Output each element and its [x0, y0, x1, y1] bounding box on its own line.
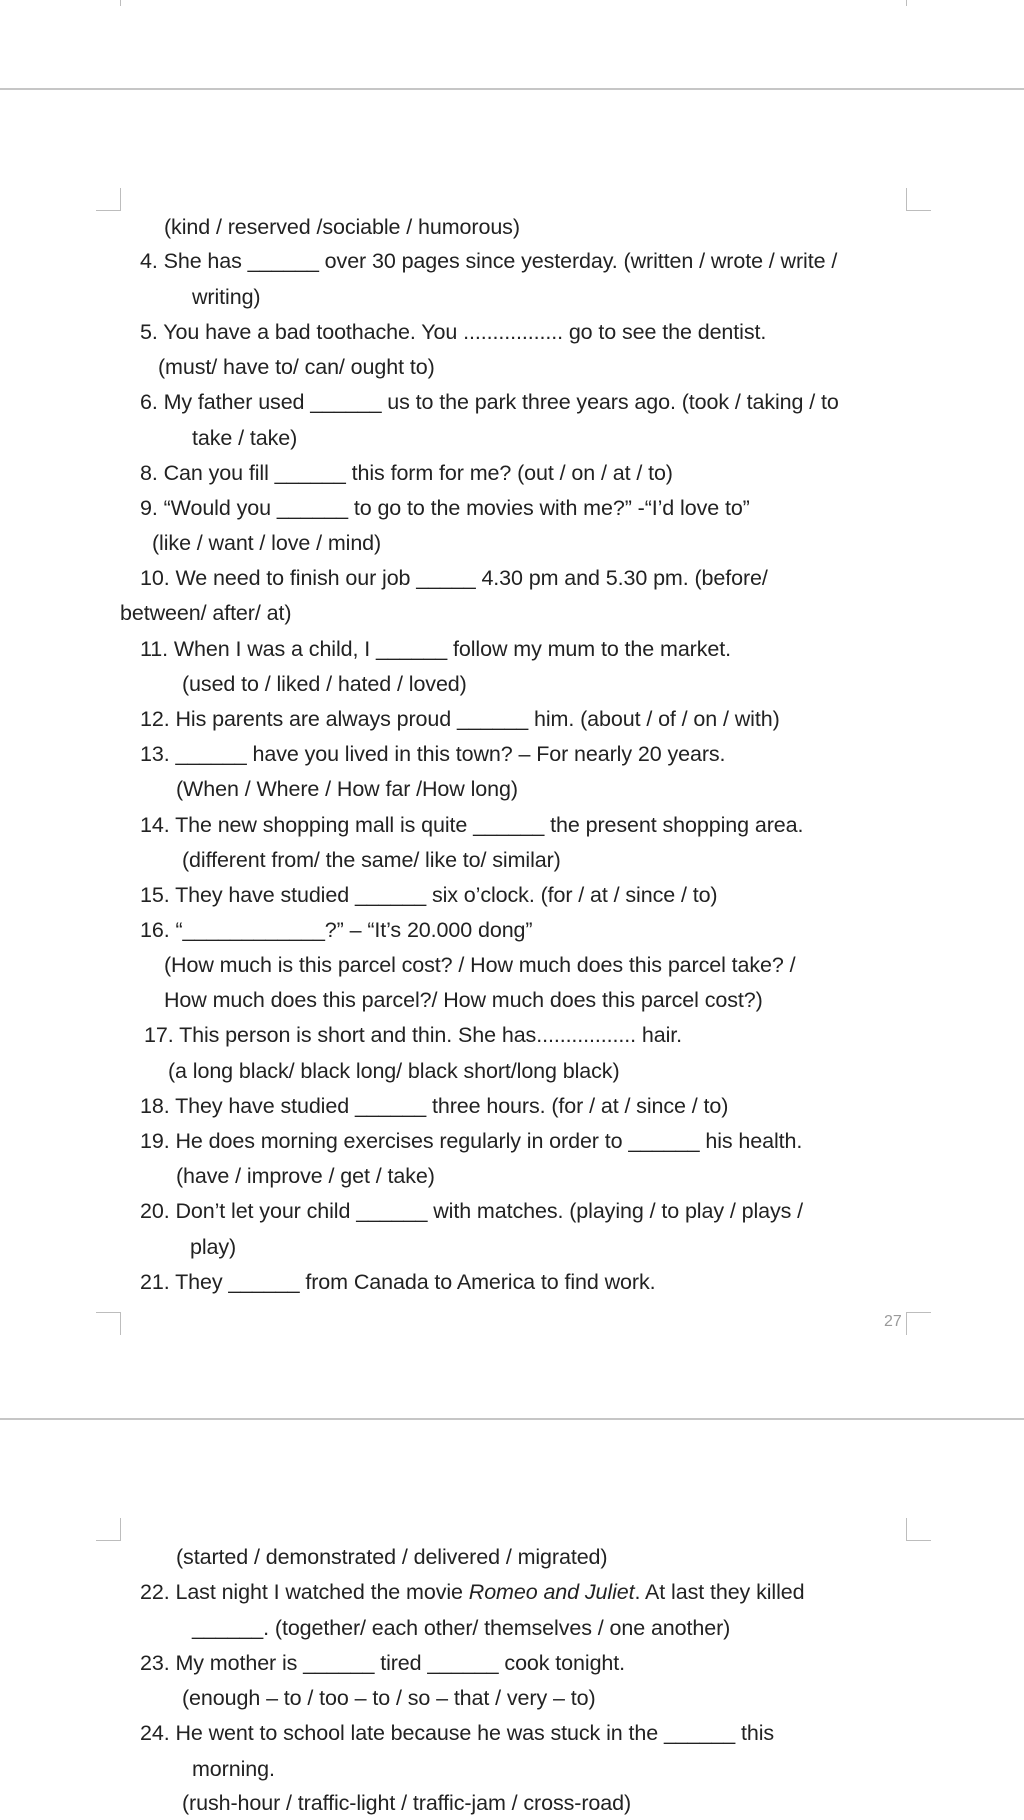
- question-line: (used to / liked / hated / loved): [182, 672, 467, 696]
- page-separator-top: [0, 88, 1024, 90]
- question-text: 22. Last night I watched the movie: [140, 1580, 469, 1604]
- question-text: . At last they killed: [634, 1580, 805, 1604]
- question-line: (must/ have to/ can/ ought to): [158, 355, 435, 379]
- question-line: (like / want / love / mind): [152, 531, 382, 555]
- question-line: 12. His parents are always proud ______ him. (about / of / on / with): [140, 707, 780, 731]
- question-line: 5. You have a bad toothache. You ................. go to see the dentist.: [140, 320, 767, 344]
- question-line: ______. (together/ each other/ themselves / one another): [192, 1616, 731, 1640]
- page-separator-middle: [0, 1418, 1024, 1420]
- question-line: morning.: [192, 1757, 275, 1781]
- question-line: 6. My father used ______ us to the park three years ago. (took / taking / to: [140, 390, 839, 414]
- page-number: 27: [884, 1313, 902, 1330]
- question-line: 15. They have studied ______ six o’clock. (for / at / since / to): [140, 883, 718, 907]
- movie-title: Romeo and Juliet: [468, 1580, 635, 1604]
- question-line: 8. Can you fill ______ this form for me? (out / on / at / to): [140, 461, 673, 485]
- question-line: 19. He does morning exercises regularly in order to ______ his health.: [140, 1129, 803, 1153]
- question-line: 21. They ______ from Canada to America to find work.: [140, 1270, 656, 1294]
- question-line: (enough – to / too – to / so – that / very – to): [182, 1686, 596, 1710]
- question-line: 11. When I was a child, I ______ follow my mum to the market.: [140, 637, 731, 661]
- question-line: play): [190, 1235, 237, 1259]
- prev-page-corner-mark: [906, 0, 907, 6]
- page-corner-bottom-right: [906, 1312, 931, 1335]
- question-line: (started / demonstrated / delivered / migrated): [176, 1545, 608, 1569]
- question-line: (different from/ the same/ like to/ similar): [182, 848, 561, 872]
- prev-page-corner-mark: [120, 0, 121, 6]
- question-line: (When / Where / How far /How long): [176, 777, 518, 801]
- question-line: (How much is this parcel cost? / How much does this parcel take? /: [164, 953, 796, 977]
- question-line: 16. “____________?” – “It’s 20.000 dong”: [140, 918, 533, 942]
- question-line: [140, 1578, 804, 1606]
- question-line: writing): [192, 285, 261, 309]
- page-corner-top-left: [96, 188, 121, 211]
- question-line: 9. “Would you ______ to go to the movies with me?” -“I’d love to”: [140, 496, 750, 520]
- question-line: (kind / reserved /sociable / humorous): [164, 215, 520, 239]
- page-corner-top-left: [96, 1518, 121, 1541]
- question-line: How much does this parcel?/ How much does this parcel cost?): [164, 988, 763, 1012]
- question-line: (rush-hour / traffic-light / traffic-jam / cross-road): [182, 1791, 632, 1815]
- question-line: 14. The new shopping mall is quite ______ the present shopping area.: [140, 813, 804, 837]
- question-line: 23. My mother is ______ tired ______ cook tonight.: [140, 1651, 626, 1675]
- question-line: (a long black/ black long/ black short/long black): [168, 1059, 620, 1083]
- question-line: (have / improve / get / take): [176, 1164, 435, 1188]
- question-line: 17. This person is short and thin. She has................. hair.: [144, 1023, 683, 1047]
- question-line: 4. She has ______ over 30 pages since yesterday. (written / wrote / write /: [140, 249, 838, 273]
- question-line: 13. ______ have you lived in this town? – For nearly 20 years.: [140, 742, 726, 766]
- question-line: 10. We need to finish our job _____ 4.30 pm and 5.30 pm. (before/: [140, 566, 768, 590]
- question-line: 18. They have studied ______ three hours. (for / at / since / to): [140, 1094, 729, 1118]
- question-line: 24. He went to school late because he was stuck in the ______ this: [140, 1721, 775, 1745]
- question-line: between/ after/ at): [120, 601, 292, 625]
- question-line: 20. Don’t let your child ______ with matches. (playing / to play / plays /: [140, 1199, 804, 1223]
- page-corner-top-right: [906, 1518, 931, 1541]
- question-line: take / take): [192, 426, 298, 450]
- page-corner-bottom-left: [96, 1312, 121, 1335]
- page-corner-top-right: [906, 188, 931, 211]
